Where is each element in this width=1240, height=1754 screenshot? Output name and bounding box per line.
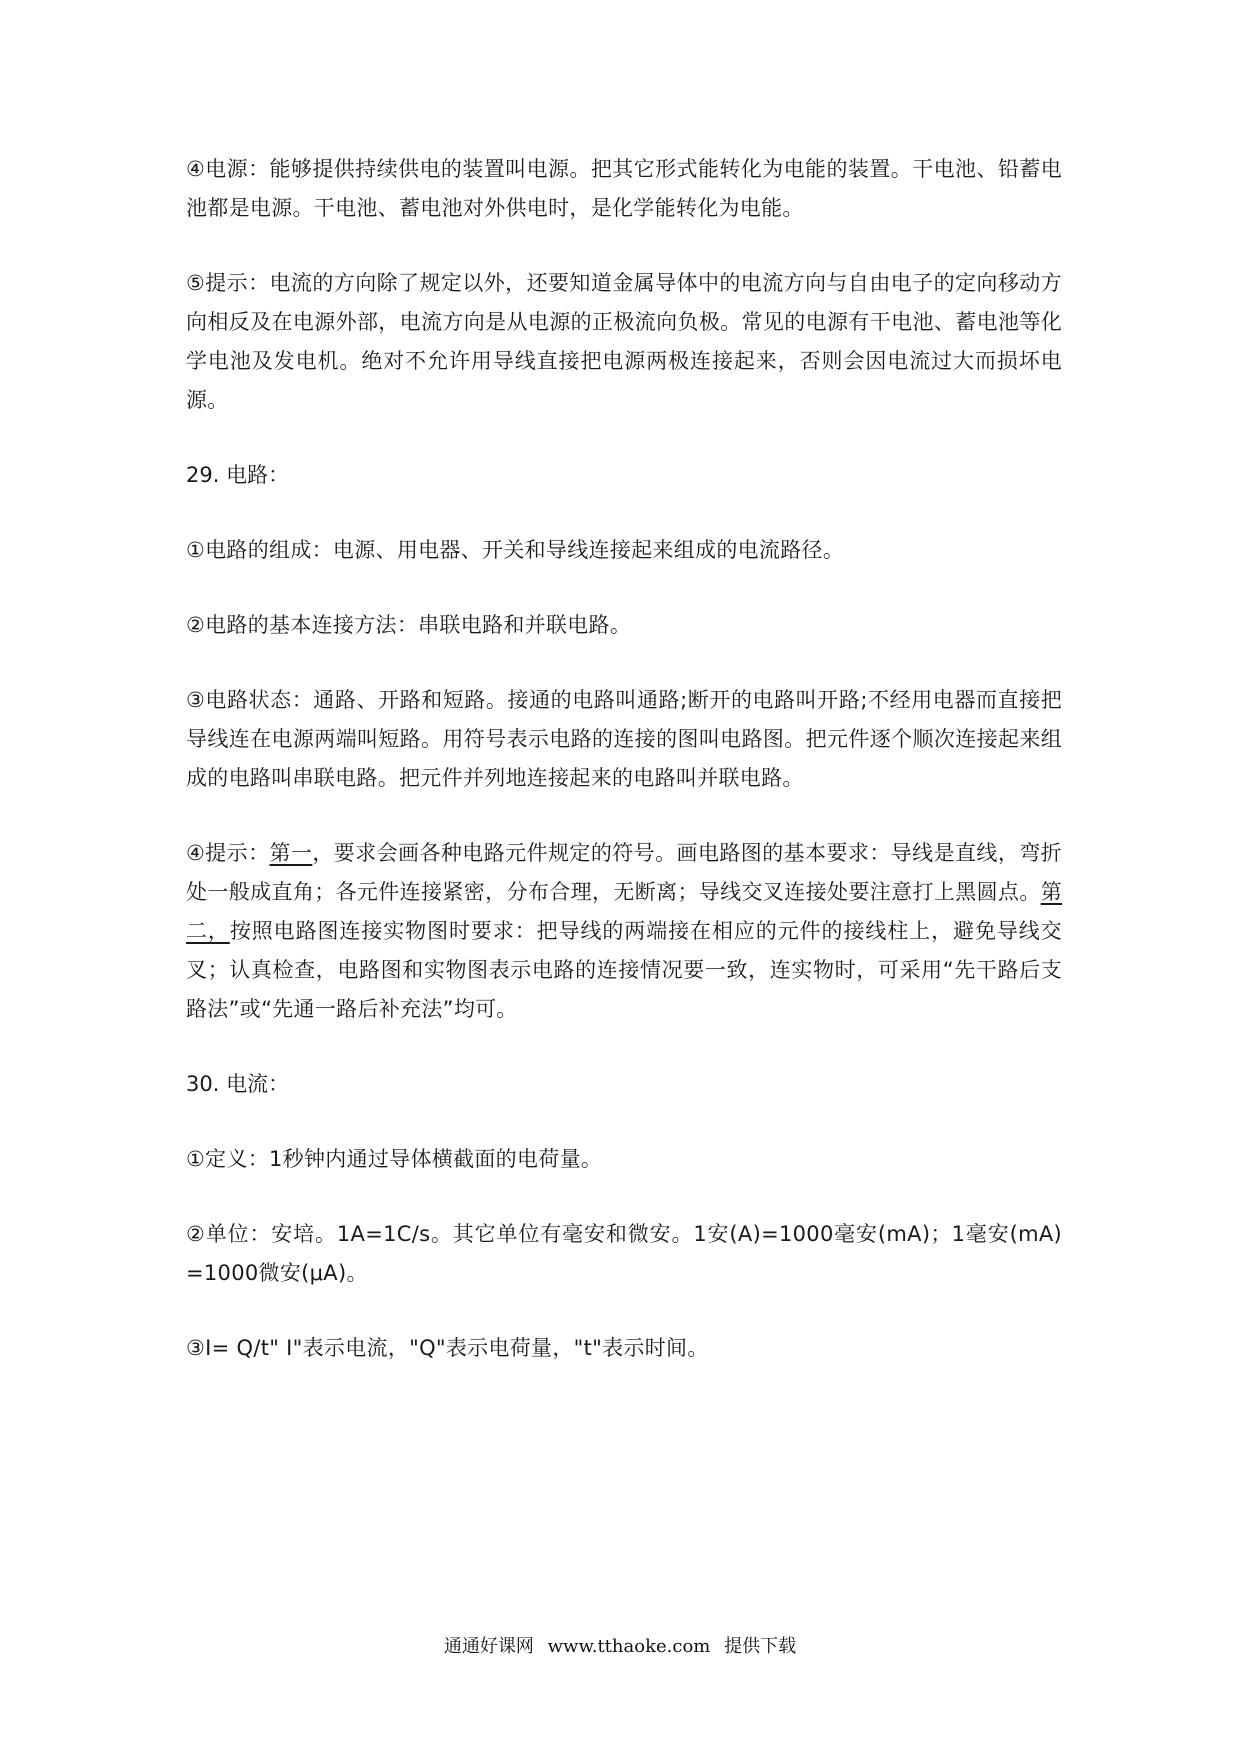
paragraph-power-source: ④电源：能够提供持续供电的装置叫电源。把其它形式能转化为电能的装置。干电池、铅蓄电池都是电源。干电池、蓄电池对外供电时，是化学能转化为电能。 (186, 157, 1062, 220)
paragraph-circuit-composition: ①电路的组成：电源、用电器、开关和导线连接起来组成的电流路径。 (186, 538, 845, 562)
section-heading-circuit: 29. 电路： (186, 463, 290, 487)
first-point-text: ，要求会画各种电路元件规定的符号。画电路图的基本要求：导线是直线，弯折处一般成直角；各元件连接紧密，分布合理，无断离；导线交叉连接处要注意打上黑圆点。 (186, 841, 1062, 904)
paragraph-current-direction-tip: ⑤提示：电流的方向除了规定以外，还要知道金属导体中的电流方向与自由电子的定向移动方向相反及在电源外部，电流方向是从电源的正极流向负极。常见的电源有干电池、蓄电池等化学电池及发电机。绝对不允许用导线直接把电源两极连接起来，否则会因电流过大而损坏电源。 (186, 271, 1062, 412)
page-content (186, 150, 1062, 1404)
paragraph-current-formula: ③I= Q/t" I"表示电流，"Q"表示电荷量，"t"表示时间。 (186, 1336, 709, 1360)
second-point-text: 按照电路图连接实物图时要求：把导线的两端接在相应的元件的接线柱上，避免导线交叉；认真检查，电路图和实物图表示电路的连接情况要一致，连实物时，可采用“先干路后支路法”或“先通一路后补充法”均可。 (186, 919, 1062, 1021)
first-point-label: 第一 (269, 841, 313, 865)
paragraph-current-definition: ①定义：1秒钟内通过导体横截面的电荷量。 (186, 1147, 603, 1171)
paragraph-circuit-states: ③电路状态：通路、开路和短路。接通的电路叫通路;断开的电路叫开路;不经用电器而直接把导线连在电源两端叫短路。用符号表示电路的连接的图叫电路图。把元件逐个顺次连接起来组成的电路叫串联电路。把元件并列地连接起来的电路叫并联电路。 (186, 688, 1062, 790)
footer-url-link[interactable]: www.tthaoke.com (547, 1636, 711, 1657)
section-heading-current: 30. 电流： (186, 1072, 290, 1096)
footer-suffix: 提供下载 (724, 1636, 797, 1657)
footer-site-name: 通通好课网 (443, 1636, 534, 1657)
paragraph-circuit-connection-methods: ②电路的基本连接方法：串联电路和并联电路。 (186, 613, 632, 637)
paragraph-current-units: ②单位：安培。1A=1C/s。其它单位有毫安和微安。1安(A)=1000毫安(mA)；1毫安(mA)=1000微安(μA)。 (186, 1222, 1062, 1285)
page-footer (0, 1632, 1240, 1658)
paragraph-circuit-drawing-tip (186, 834, 1062, 1029)
tip-label: ④提示： (186, 841, 270, 865)
second-point-label: 第二， (186, 880, 1062, 943)
